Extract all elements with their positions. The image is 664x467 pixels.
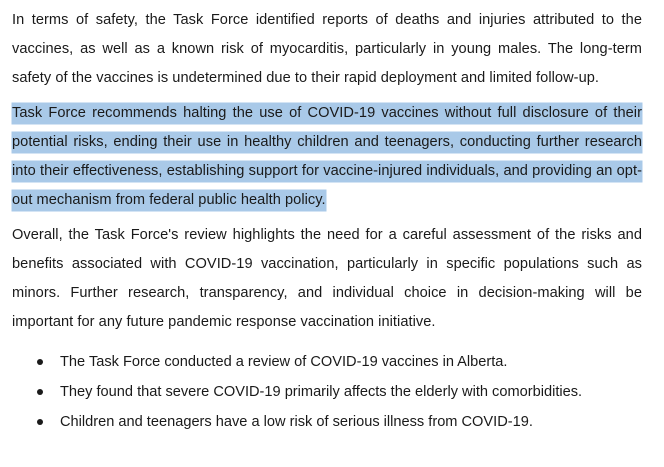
document-body <box>12 6 642 437</box>
recommendation-paragraph[interactable] <box>12 99 642 215</box>
bullet-list <box>12 347 642 437</box>
list-item <box>12 407 642 437</box>
list-item-text: They found that severe COVID-19 primarily affects the elderly with comorbidities. <box>60 384 583 400</box>
bullet-icon <box>37 419 43 425</box>
list-item <box>12 377 642 407</box>
list-item-text: The Task Force conducted a review of COVID-19 vaccines in Alberta. <box>60 354 508 370</box>
list-item <box>12 347 642 377</box>
list-item-text: Children and teenagers have a low risk of serious illness from COVID-19. <box>60 414 533 430</box>
overall-paragraph: Overall, the Task Force's review highlights the need for a careful assessment of the risks and benefits associated with COVID-19 vaccination, particularly in specific populations such as minors. Further research, transparency, and individual choice in decision-making will be important for any future pandemic response vaccination initiative. <box>12 227 642 330</box>
safety-paragraph: In terms of safety, the Task Force identified reports of deaths and injuries attributed to the vaccines, as well as a known risk of myocarditis, particularly in young males. The long-term safety of the vaccines is undetermined due to their rapid deployment and limited follow-up. <box>12 12 642 86</box>
selected-text-highlight[interactable]: Task Force recommends halting the use of COVID-19 vaccines without full disclosure of their potential risks, ending their use in healthy children and teenagers, conducting further research into their effectiveness, establishing support for vaccine-injured individuals, and providing an opt-out mechanism from federal public health policy. <box>12 103 642 211</box>
bullet-icon <box>37 389 43 395</box>
bullet-icon <box>37 359 43 365</box>
